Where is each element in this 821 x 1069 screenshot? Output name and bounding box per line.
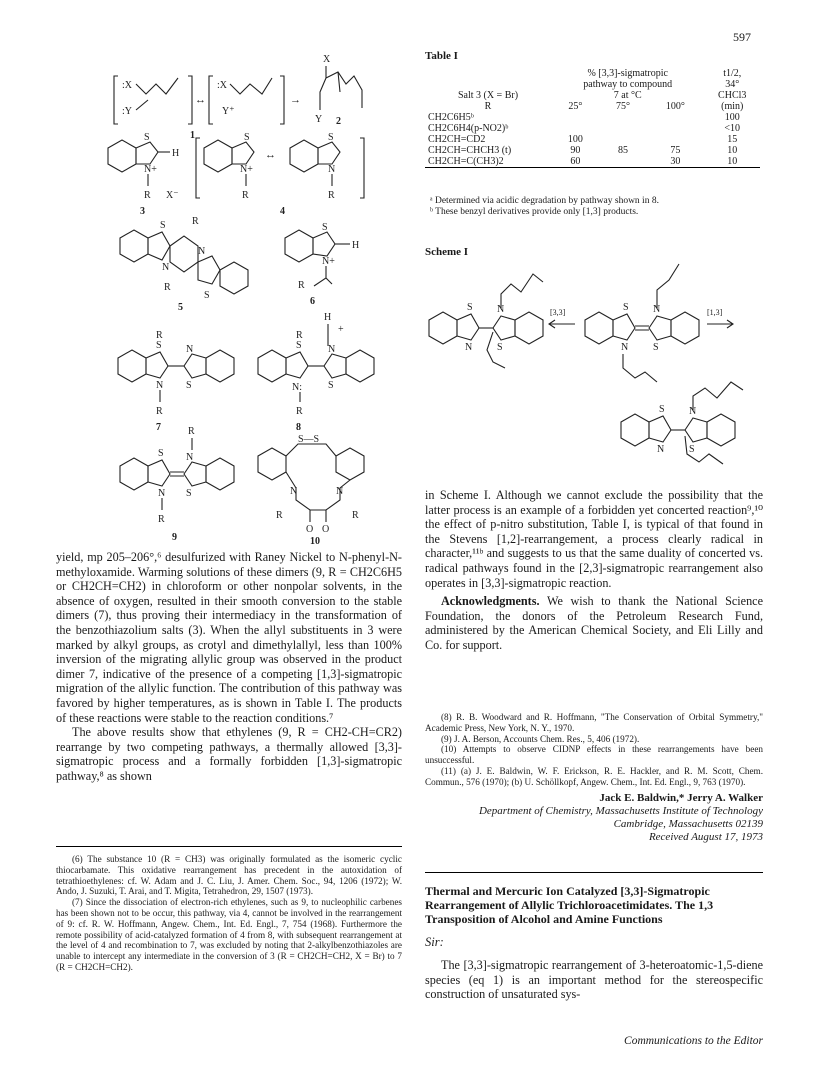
svg-text:N: N: [689, 406, 697, 417]
svg-text:S: S: [158, 448, 164, 459]
svg-text:R: R: [296, 330, 303, 341]
footnote-11: (11) (a) J. E. Baldwin, W. F. Erickson, R. E. Hackler, and R. M. Scott, Chem. Commun., 576 (1970); (b) U. Schöllkopf, Angew. Chem., Int. Ed. Engl., 9, 763 (1970).: [425, 765, 763, 787]
svg-text:R: R: [352, 510, 359, 521]
table-header-half-1: t1/2,: [723, 68, 742, 79]
article-title: Thermal and Mercuric Ion Catalyzed [3,3]-Sigmatropic Rearrangement of Allylic Trichloroacetimidates. The 1,3 Transposition of Alcohol and Amine Functions: [425, 884, 714, 926]
table-footnotes: [430, 196, 765, 218]
svg-text:↔: ↔: [265, 149, 276, 161]
svg-text:S: S: [144, 132, 150, 143]
left-column-body: [56, 550, 402, 784]
svg-text:R: R: [298, 280, 305, 291]
svg-text:R: R: [242, 190, 249, 201]
svg-text:S: S: [653, 342, 659, 353]
svg-text:N: N: [336, 486, 344, 497]
svg-text:X: X: [323, 54, 331, 65]
svg-text:N: N: [162, 262, 170, 273]
svg-text:S: S: [204, 290, 210, 301]
svg-text::X: :X: [217, 80, 227, 91]
structure-label-6: 6: [310, 296, 315, 307]
structure-label-7: 7: [156, 422, 161, 433]
svg-text::X: :X: [122, 80, 132, 91]
svg-text:S—S: S—S: [298, 434, 320, 445]
author-block: [425, 792, 763, 844]
table-row: CH2CH=CD2 100 15: [428, 134, 738, 145]
svg-text:S: S: [322, 222, 328, 233]
svg-text:N+: N+: [144, 164, 157, 175]
structure-label-5: 5: [178, 302, 183, 313]
right-paragraph-1: in Scheme I. Although we cannot exclude the possibility that the latter process is an example of a forbidden yet concerted reaction⁹,¹⁰ the effect of p-nitro substitution, Table I, is typical of that found in the Stevens [1,2]-rearrangement, a process clearly radical in character,¹¹ᵇ and suggests to us that the same duality of concerted vs. radical pathways found in the [2,3]-sigmatropic rearrangement also operates in [3,3]-sigmatropic reaction.: [425, 488, 763, 590]
svg-text:R: R: [144, 190, 151, 201]
svg-text:S: S: [497, 342, 503, 353]
svg-text:R: R: [188, 426, 195, 437]
journal-footer: Communications to the Editor: [624, 1035, 763, 1047]
footnote-7: (7) Since the dissociation of electron-rich ethylenes, such as 9, to nucleophilic carbenes has been shown not to be occur, this pathway, via 4, cannot be involved in the rearrangement of 9: cf. R. W. Hoffmann, Angew. Chem., Int. Ed. Engl., 7, 754 (1968). Furthermore the remote possibility of acid-catalyzed formation of 4 from 8, with subsequent rearrangement at the level of 4 and recombination to 7, was excluded by noting that 2-alkylbenzothiazoles are unable to intercept any intermediate in the conversion of 3 (R = CH2CH=CH2, X = Br) to 7 (R = CH2CH=CH2).: [56, 897, 402, 972]
table-header-temp-75: 75°: [616, 101, 631, 112]
svg-text:R: R: [156, 330, 163, 341]
structure-label-8: 8: [296, 422, 301, 433]
svg-text:Y: Y: [315, 114, 323, 125]
table-header-temp-100: 100°: [665, 101, 685, 112]
svg-text:R: R: [158, 514, 165, 525]
svg-text:N+: N+: [240, 164, 253, 175]
svg-text:N: N: [465, 342, 473, 353]
table-footnote-a: ᵃ Determined via acidic degradation by pathway shown in 8.: [430, 196, 659, 206]
table-header-half-3: CHCl3: [718, 90, 747, 101]
svg-text:H: H: [352, 240, 360, 251]
svg-text:R: R: [164, 282, 171, 293]
svg-text:N: N: [290, 486, 298, 497]
scheme-1-diagram: [425, 258, 765, 478]
article-body-start: The [3,3]-sigmatropic rearrangement of 3-heteroatomic-1,5-diene species (eq 1) is an important method for the stereospecific construction of unsaturated sys-: [425, 958, 763, 1002]
svg-text:S: S: [659, 404, 665, 415]
svg-text:N: N: [653, 304, 661, 315]
svg-text::Y: :Y: [122, 106, 132, 117]
svg-text:S: S: [296, 340, 302, 351]
right-column-body: [425, 488, 763, 653]
svg-text:S: S: [244, 132, 250, 143]
acknowledgments-text: We wish to thank the National Science Foundation, the donors of the Petroleum Research Fund, administered by the American Chemical Society, and Eli Lilly and Co. for support.: [425, 594, 763, 652]
structure-label-10: 10: [310, 536, 320, 547]
table-row: CH2CH=CHCH3 (t) 90 85 75 10: [428, 145, 738, 156]
scheme-label-13: [1,3]: [707, 308, 723, 317]
svg-text:N:: N:: [292, 382, 302, 393]
salutation: Sir:: [425, 935, 444, 949]
svg-text:N+: N+: [322, 256, 335, 267]
svg-text:N: N: [186, 344, 194, 355]
svg-text:H: H: [324, 312, 332, 323]
svg-text:N: N: [328, 164, 336, 175]
table-footnote-b: ᵇ These benzyl derivatives provide only [1,3] products.: [430, 207, 639, 217]
table-1: [425, 68, 760, 168]
structure-label-4: 4: [280, 206, 285, 217]
table-header-r: R: [484, 101, 492, 112]
table-header-half-2: 34°: [725, 79, 740, 90]
svg-text:S: S: [689, 444, 695, 455]
footnote-8: (8) R. B. Woodward and R. Hoffmann, "The Conservation of Orbital Symmetry," Academic Press, New York, N. Y., 1970.: [425, 712, 763, 733]
affiliation-line-2: Cambridge, Massachusetts 02139: [613, 818, 763, 830]
svg-text:X⁻: X⁻: [166, 190, 179, 201]
svg-text:R: R: [328, 190, 335, 201]
svg-text:+: +: [338, 324, 344, 335]
svg-text:S: S: [186, 488, 192, 499]
affiliation-line-1: Department of Chemistry, Massachusetts Institute of Technology: [478, 805, 763, 817]
svg-text:S: S: [186, 380, 192, 391]
table-header-half-4: (min): [721, 101, 744, 112]
left-footnote-rule: [56, 846, 402, 847]
footnote-10: (10) Attempts to observe CIDNP effects in these rearrangements have been unsuccessful.: [425, 744, 763, 766]
structure-label-1: 1: [190, 130, 195, 141]
svg-text:S: S: [328, 132, 334, 143]
page-number: 597: [733, 30, 751, 44]
table-row: CH2C6H4(p-NO2)ᵇ <10: [428, 123, 741, 134]
table-header-pathway-2: pathway to compound: [583, 79, 673, 90]
table-row: CH2CH=C(CH3)2 60 30 10: [425, 156, 760, 168]
svg-text:R: R: [276, 510, 283, 521]
author-names: Jack E. Baldwin,* Jerry A. Walker: [599, 792, 763, 804]
footnote-9: (9) J. A. Berson, Accounts Chem. Res., 5, 406 (1972).: [441, 733, 640, 744]
svg-text:N: N: [186, 452, 194, 463]
svg-text:O: O: [322, 524, 330, 535]
svg-text:S: S: [328, 380, 334, 391]
structure-label-2: 2: [336, 116, 341, 127]
svg-text:S: S: [156, 340, 162, 351]
svg-text:Y⁺: Y⁺: [222, 106, 235, 117]
svg-text:H: H: [172, 148, 180, 159]
svg-text:N: N: [156, 380, 164, 391]
svg-text:R: R: [192, 216, 199, 227]
left-paragraph-1: yield, mp 205–206°,⁶ desulfurized with Raney Nickel to N-phenyl-N-methyloxamide. Warming solutions of these dimers (9, R = CH2C6H5 or CH2CH=CH2) in chloroform or other nonpolar solvents, in the absence of oxygen, resulted in their smooth conversion to the stable dimers (7), thus proving their intermediacy in the transformation of the benzothiazolium salts (3). When the allyl substituents in 3 were marked by alkyl groups, as crotyl and dimethylallyl, less than 100% inversion of the migrating allylic group was observed in the product dimer 7, indicative of the presence of a competing [1,3]-sigmatropic migration of the allylic function. The contribution of this pathway was favored by higher temperatures, as is shown in Table I. The products of these reactions were stable to the reaction conditions.⁷: [56, 550, 402, 725]
svg-text:S: S: [160, 220, 166, 231]
svg-text:→: →: [290, 94, 301, 106]
scheme-label-33: [3,3]: [550, 308, 566, 317]
svg-text:R: R: [156, 406, 163, 417]
article-separator-rule: [425, 872, 763, 873]
acknowledgments-heading: Acknowledgments.: [441, 594, 540, 609]
svg-text:S: S: [467, 302, 473, 313]
footnote-6: (6) The substance 10 (R = CH3) was originally formulated as the isomeric cyclic thiocarbamate. This oxidative rearrangement has precedent in the autoxidation of tetrathioethylenes: cf. W. Adam and J. C. Liu, J. Amer. Chem. Soc., 94, 1206 (1972); W. Ando, J. Suzuki, T. Arai, and T. Migita, Tetrahedron, 29, 1507 (1973).: [56, 854, 402, 897]
svg-text:N: N: [198, 246, 206, 257]
svg-text:S: S: [623, 302, 629, 313]
structure-label-9: 9: [172, 532, 177, 543]
chemical-structures-figure: [100, 48, 410, 548]
received-date: Received August 17, 1973: [648, 831, 763, 843]
scheme-title: Scheme I: [425, 246, 469, 258]
svg-text:N: N: [158, 488, 166, 499]
structure-label-3: 3: [140, 206, 145, 217]
table-header-pathway-1: % [3,3]-sigmatropic: [587, 68, 668, 79]
right-footnotes: [425, 712, 763, 788]
left-footnotes: [56, 854, 402, 973]
svg-text:N: N: [328, 344, 336, 355]
left-paragraph-2: The above results show that ethylenes (9, R = CH2-CH=CR2) rearrange by two competing pathways, a thermally allowed [3,3]-sigmatropic process and a formally forbidden [1,3]-sigmatropic pathway,⁸ as shown: [56, 725, 402, 783]
svg-text:N: N: [657, 444, 665, 455]
table-header-salt: Salt 3 (X = Br): [457, 90, 519, 101]
svg-text:N: N: [621, 342, 629, 353]
svg-text:R: R: [296, 406, 303, 417]
svg-text:↔: ↔: [195, 94, 206, 106]
svg-text:N: N: [497, 304, 505, 315]
table-title: Table I: [425, 50, 458, 62]
svg-text:O: O: [306, 524, 314, 535]
table-row: CH2C6H5ᵇ 100: [428, 112, 740, 123]
table-header-temp-25: 25°: [568, 101, 583, 112]
table-header-pathway-3: 7 at °C: [613, 90, 642, 101]
